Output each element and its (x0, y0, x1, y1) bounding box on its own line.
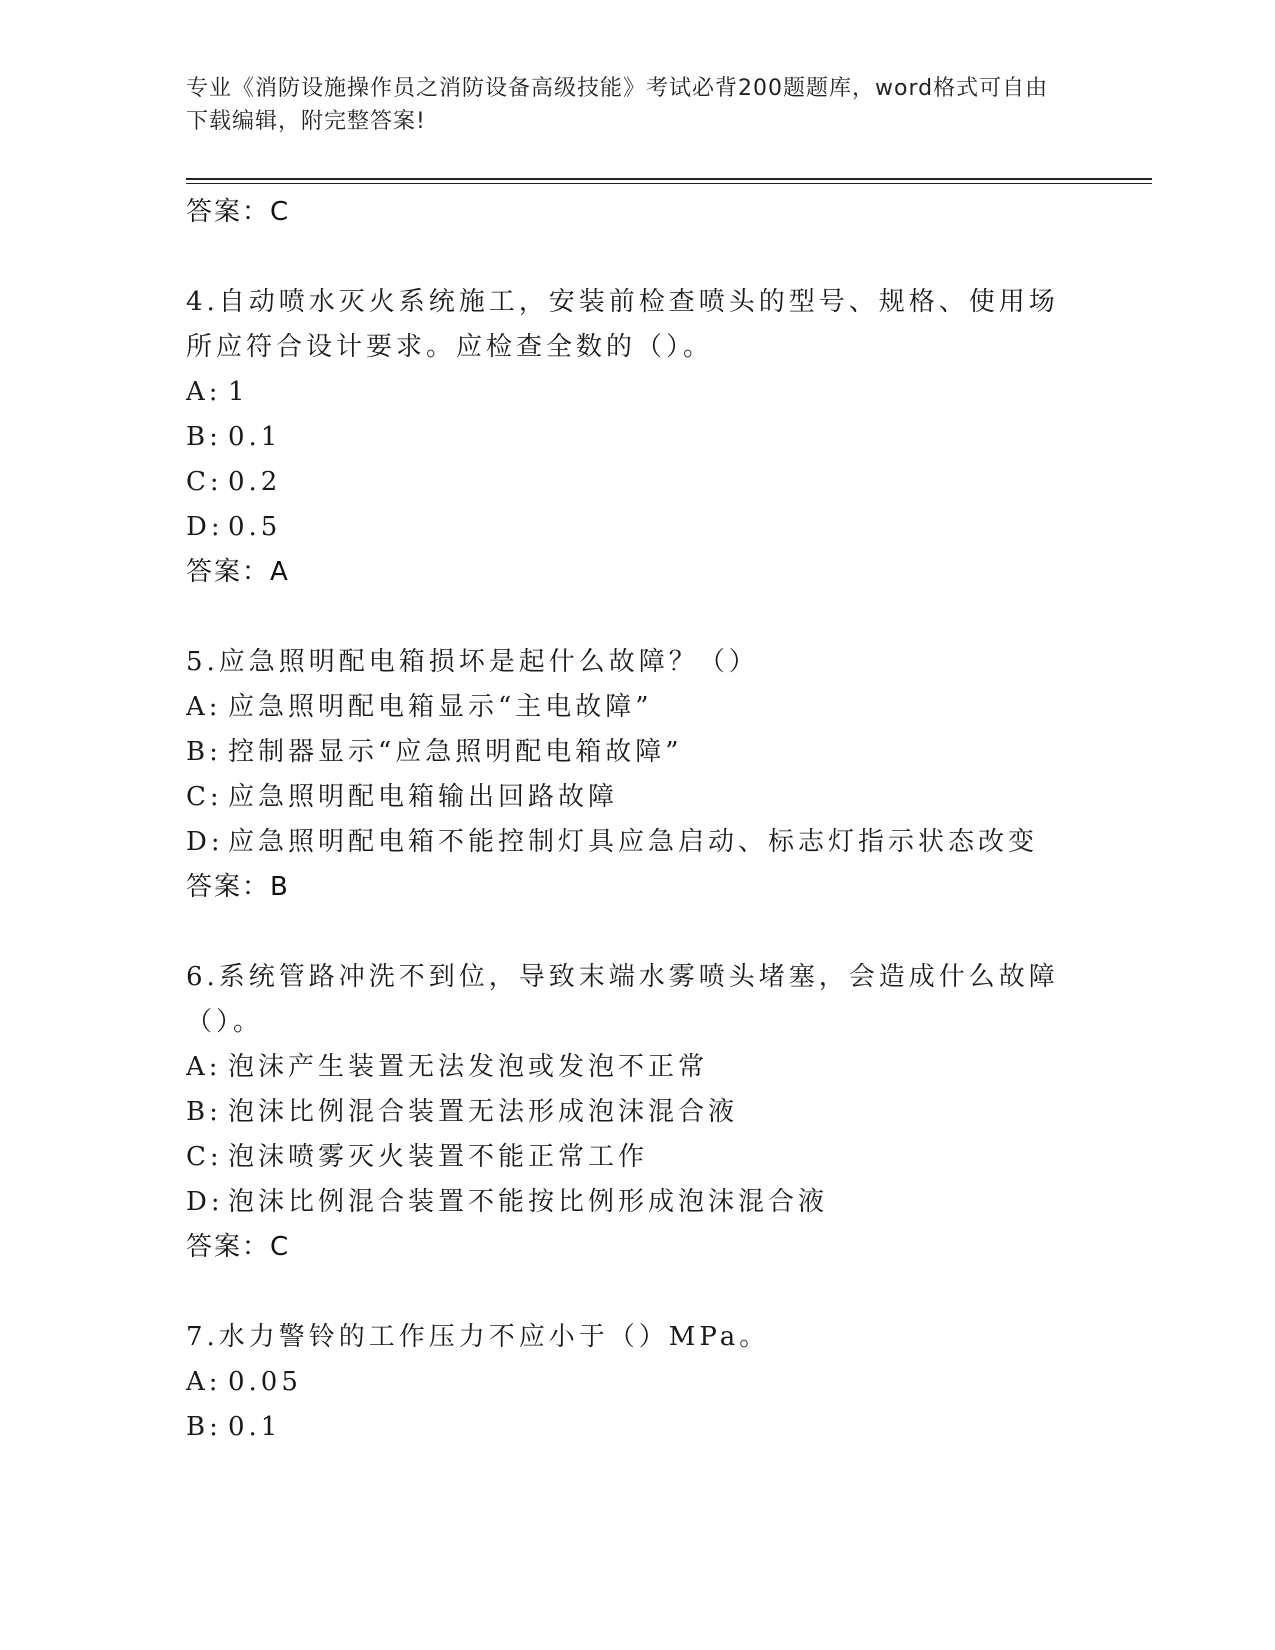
header-rule-thick (186, 178, 1152, 180)
question-option (186, 820, 1086, 865)
question-stem: 4.自动喷水灭火系统施工，安装前检查喷头的型号、规格、使用场所应符合设计要求。应检查全数的（）。 (186, 287, 1059, 362)
option-label: B: (186, 422, 222, 452)
question-item (186, 1315, 1086, 1450)
question-option (186, 505, 1086, 550)
option-label: C: (186, 467, 223, 497)
option-label: A: (186, 1367, 222, 1397)
question-option (186, 1405, 1086, 1450)
question-option (186, 1045, 1086, 1090)
option-text: 0.2 (228, 467, 282, 497)
option-label: C: (186, 1142, 223, 1172)
option-text: 应急照明配电箱显示“主电故障” (228, 692, 653, 722)
option-text: 泡沫产生装置无法发泡或发泡不正常 (228, 1052, 709, 1082)
question-item (186, 640, 1086, 909)
option-label: D: (186, 1187, 224, 1217)
question-option (186, 1180, 1086, 1225)
option-text: 泡沫比例混合装置无法形成泡沫混合液 (228, 1097, 739, 1127)
option-text: 0.1 (228, 1412, 282, 1442)
option-text: 应急照明配电箱不能控制灯具应急启动、标志灯指示状态改变 (228, 827, 1039, 857)
answer-line: 答案：C (186, 1232, 291, 1262)
page-header: 专业《消防设施操作员之消防设备高级技能》考试必背200题题库，word格式可自由下载编辑，附完整答案! (186, 76, 1049, 134)
question-option (186, 460, 1086, 505)
question-stem: 7.水力警铃的工作压力不应小于（）MPa。 (186, 1322, 770, 1352)
option-text: 1 (228, 377, 249, 407)
option-label: B: (186, 1097, 222, 1127)
answer-line: 答案：B (186, 872, 290, 902)
question-option (186, 730, 1086, 775)
option-label: A: (186, 377, 222, 407)
question-stem: 5.应急照明配电箱损坏是起什么故障？（） (186, 647, 759, 677)
option-text: 0.5 (228, 512, 282, 542)
question-option (186, 775, 1086, 820)
question-option (186, 1135, 1086, 1180)
answer-line: 答案：C (186, 197, 291, 227)
option-text: 泡沫比例混合装置不能按比例形成泡沫混合液 (228, 1187, 829, 1217)
question-option (186, 1360, 1086, 1405)
option-text: 0.1 (228, 422, 282, 452)
question-stem: 6.系统管路冲洗不到位，导致末端水雾喷头堵塞，会造成什么故障（）。 (186, 962, 1059, 1037)
option-text: 泡沫喷雾灭火装置不能正常工作 (228, 1142, 649, 1172)
question-option (186, 685, 1086, 730)
question-option (186, 415, 1086, 460)
option-text: 0.05 (228, 1367, 302, 1397)
option-text: 控制器显示“应急照明配电箱故障” (228, 737, 683, 767)
document-content (186, 190, 1086, 1450)
question-item (186, 955, 1086, 1269)
header-rule-thin (186, 183, 1152, 184)
question-option (186, 1090, 1086, 1135)
answer-line: 答案：A (186, 557, 290, 587)
question-item (186, 280, 1086, 594)
option-text: 应急照明配电箱输出回路故障 (228, 782, 619, 812)
option-label: B: (186, 1412, 222, 1442)
option-label: A: (186, 692, 222, 722)
option-label: C: (186, 782, 223, 812)
option-label: D: (186, 827, 224, 857)
option-label: A: (186, 1052, 222, 1082)
option-label: B: (186, 737, 222, 767)
option-label: D: (186, 512, 224, 542)
question-option (186, 370, 1086, 415)
